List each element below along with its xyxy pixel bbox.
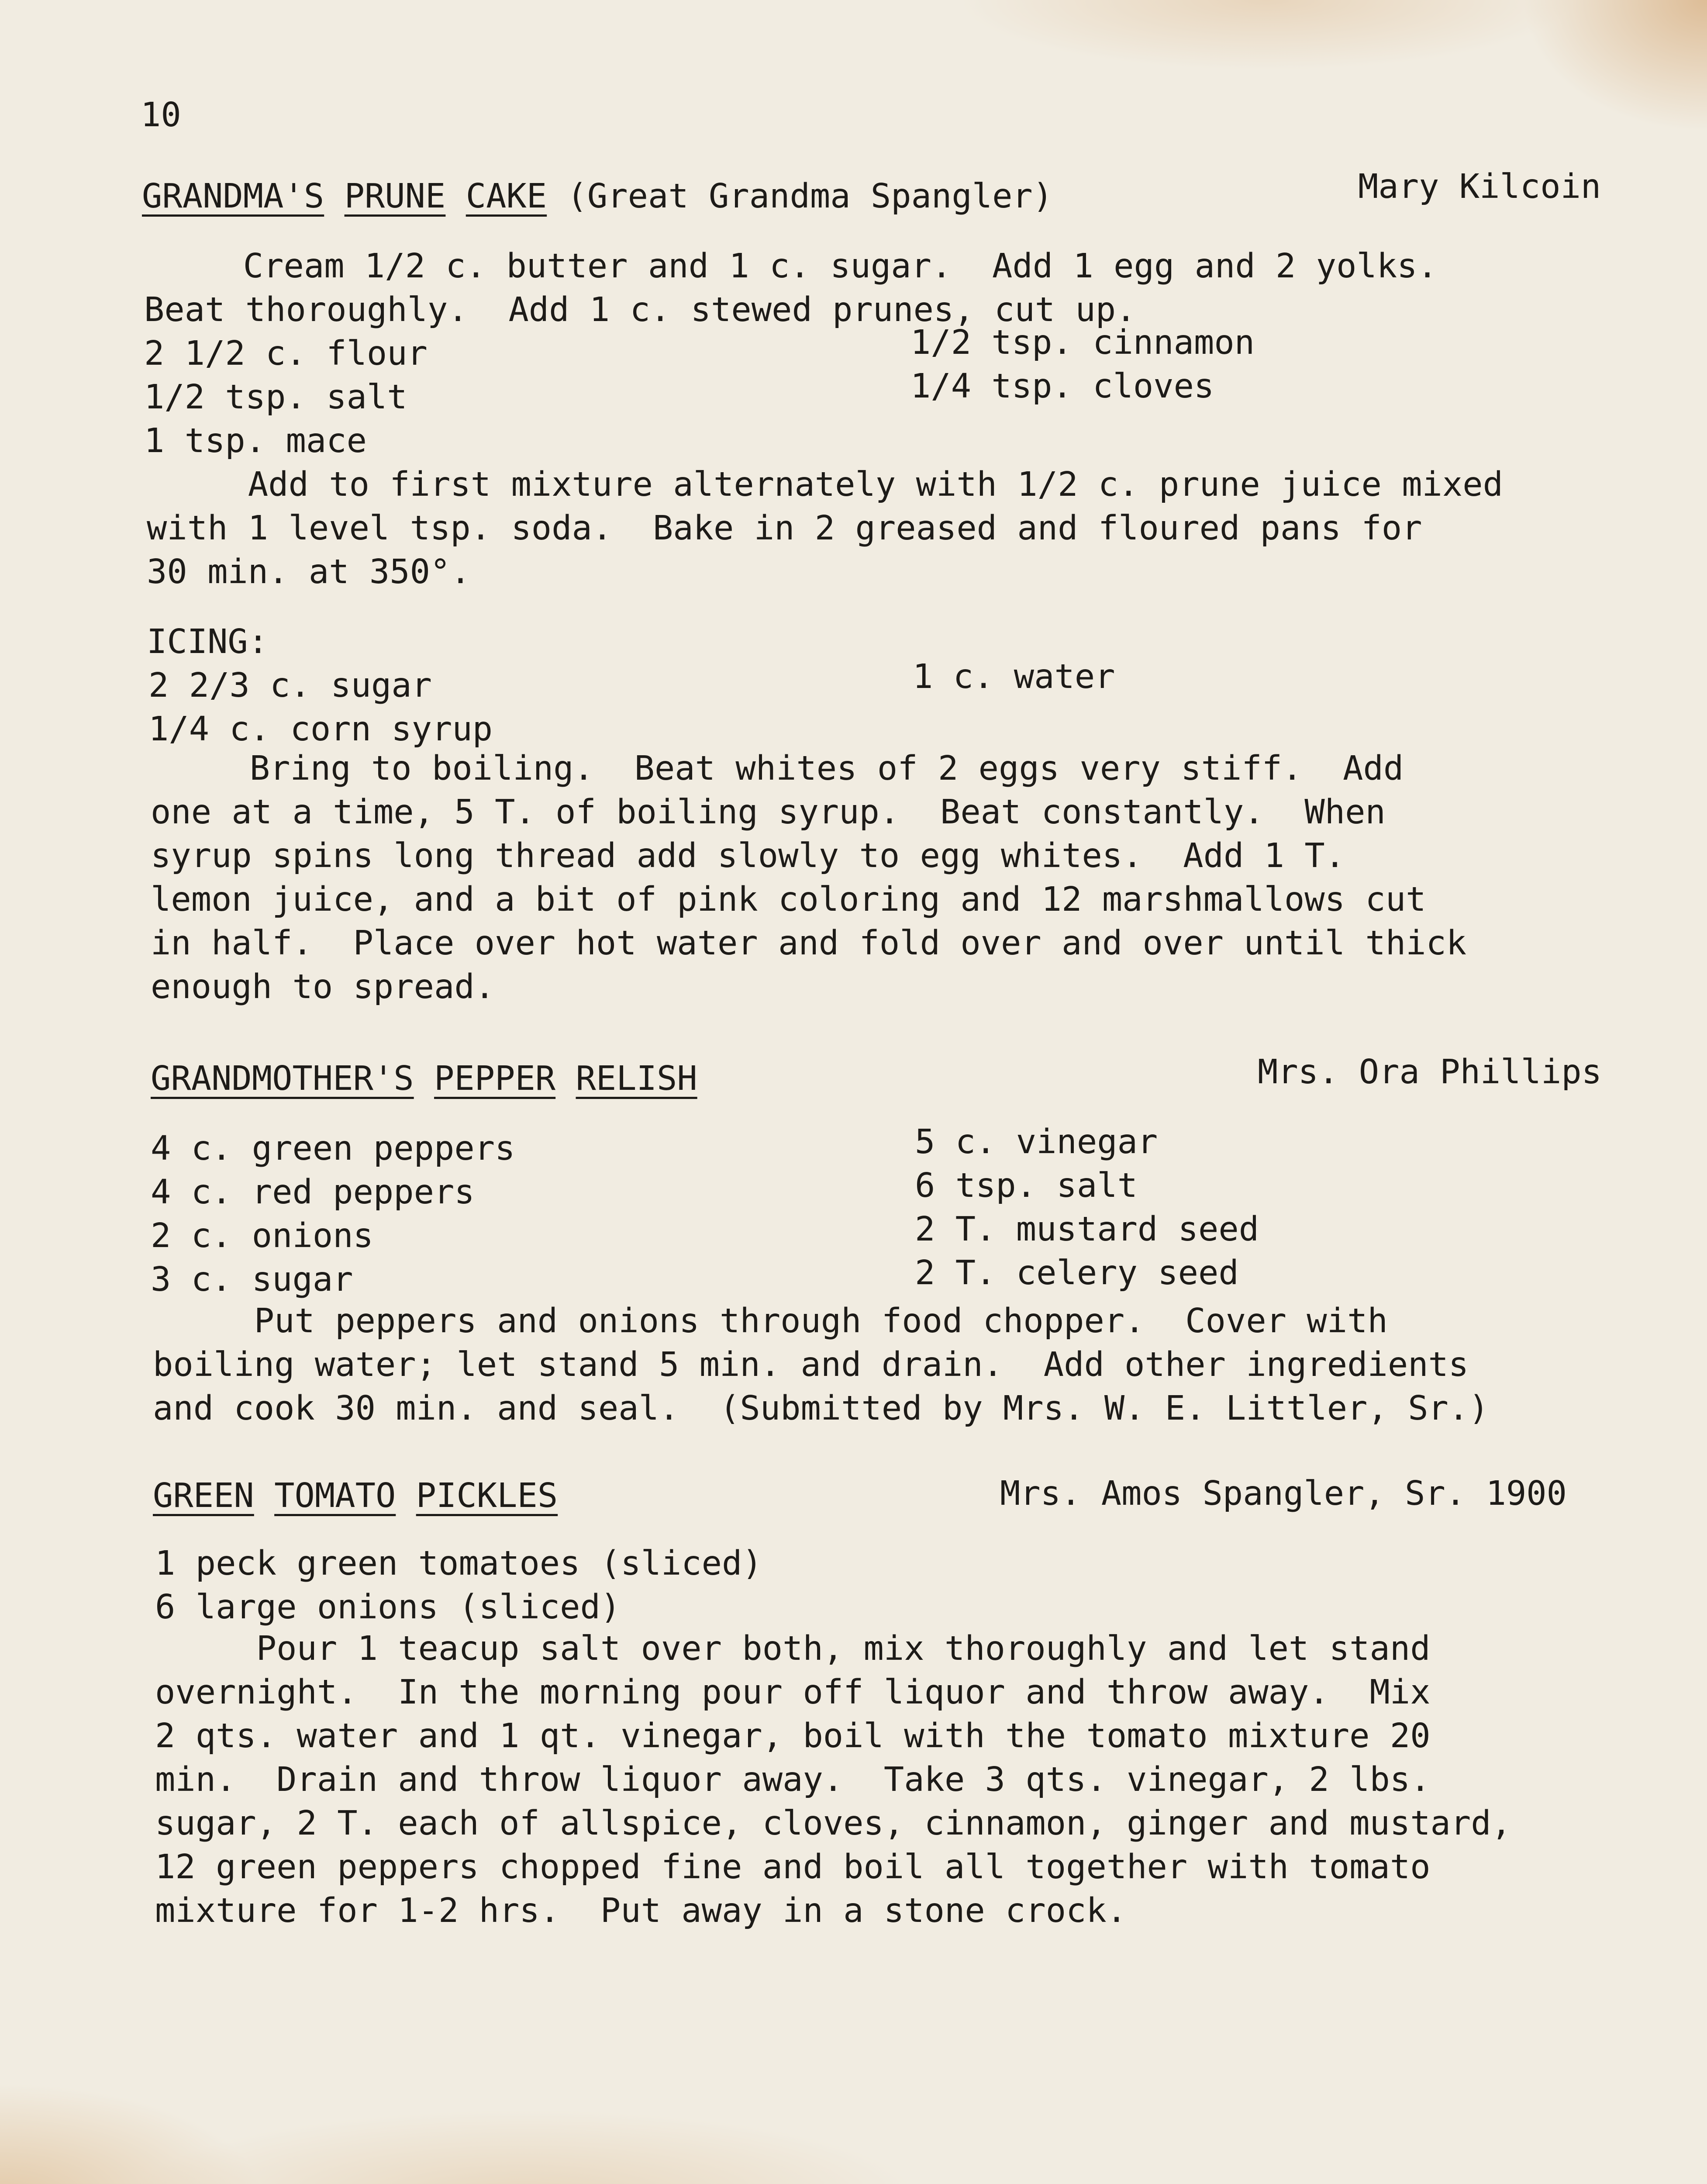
recipe-line: Pour 1 teacup salt over both, mix thoroughly and let stand [155, 1629, 1431, 1668]
ingredient-line: 1 tsp. mace [144, 422, 367, 460]
recipe-title: ICING: [147, 622, 269, 661]
ingredient-line: 1/4 c. corn syrup [148, 710, 493, 749]
title-word: RELISH [576, 1059, 697, 1098]
title-word: PICKLES [416, 1476, 558, 1515]
recipe-line: and cook 30 min. and seal. (Submitted by Mrs. W. E. Littler, Sr.) [153, 1389, 1489, 1428]
ingredient-line: 3 c. sugar [151, 1260, 353, 1299]
ingredient-line: 2 T. mustard seed [915, 1210, 1259, 1249]
recipe-subtitle: (Great Grandma Spangler) [567, 177, 1053, 216]
recipe-author: Mrs. Ora Phillips [1258, 1053, 1602, 1092]
recipe-title [153, 1474, 558, 1518]
ingredient-line: 1/4 tsp. cloves [910, 367, 1214, 406]
recipe-author: Mrs. Amos Spangler, Sr. 1900 [1000, 1474, 1567, 1513]
recipe-title [142, 175, 1053, 218]
title-word: TOMATO [274, 1476, 396, 1515]
recipe-line: Put peppers and onions through food chopper. Cover with [153, 1302, 1388, 1341]
ingredient-line: 4 c. green peppers [151, 1129, 515, 1168]
recipe-line: overnight. In the morning pour off liquor and throw away. Mix [155, 1673, 1431, 1712]
recipe-author: Mary Kilcoin [1358, 167, 1601, 206]
recipe-line: one at a time, 5 T. of boiling syrup. Beat constantly. When [151, 793, 1386, 832]
recipe-line: syrup spins long thread add slowly to egg whites. Add 1 T. [151, 836, 1345, 875]
page-number: 10 [141, 96, 181, 135]
title-word: GRANDMA'S [142, 177, 324, 216]
ingredient-line: 6 tsp. salt [915, 1166, 1138, 1205]
recipe-line: 12 green peppers chopped fine and boil all together with tomato [155, 1848, 1431, 1887]
recipe-line: mixture for 1-2 hrs. Put away in a stone crock. [155, 1891, 1127, 1930]
ingredient-line: 4 c. red peppers [151, 1173, 475, 1212]
ingredient-line: 6 large onions (sliced) [155, 1588, 621, 1627]
recipe-line: boiling water; let stand 5 min. and drain. Add other ingredients [153, 1345, 1469, 1384]
recipe-line: Beat thoroughly. Add 1 c. stewed prunes, cut up. [144, 290, 1136, 329]
title-word: GREEN [153, 1476, 254, 1515]
recipe-line: in half. Place over hot water and fold over and over until thick [151, 924, 1467, 963]
title-word: CAKE [466, 177, 547, 216]
title-word: PEPPER [434, 1059, 556, 1098]
ingredient-line: 2 1/2 c. flour [144, 334, 428, 373]
recipe-line: 30 min. at 350°. [147, 553, 471, 591]
recipe-line: with 1 level tsp. soda. Bake in 2 greased and floured pans for [147, 509, 1422, 548]
title-word: PRUNE [344, 177, 446, 216]
ingredient-line: 1 peck green tomatoes (sliced) [155, 1544, 762, 1583]
title-word: GRANDMOTHER'S [151, 1059, 414, 1098]
recipe-line: min. Drain and throw liquor away. Take 3 qts. vinegar, 2 lbs. [155, 1760, 1431, 1799]
recipe-line: Bring to boiling. Beat whites of 2 eggs very stiff. Add [148, 749, 1404, 788]
ingredient-line: 1/2 tsp. cinnamon [910, 323, 1255, 362]
ingredient-line: 1/2 tsp. salt [144, 378, 407, 417]
ingredient-line: 2 T. celery seed [915, 1254, 1239, 1292]
recipe-line: enough to spread. [151, 968, 495, 1006]
recipe-line: Cream 1/2 c. butter and 1 c. sugar. Add 1 egg and 2 yolks. [142, 247, 1438, 286]
recipe-line: sugar, 2 T. each of allspice, cloves, cinnamon, ginger and mustard, [155, 1804, 1511, 1843]
recipe-line: lemon juice, and a bit of pink coloring and 12 marshmallows cut [151, 880, 1426, 919]
recipe-line: Add to first mixture alternately with 1/2 c. prune juice mixed [147, 465, 1503, 504]
recipe-line: 2 qts. water and 1 qt. vinegar, boil with the tomato mixture 20 [155, 1717, 1431, 1755]
ingredient-line: 1 c. water [913, 657, 1115, 696]
ingredient-line: 2 2/3 c. sugar [148, 666, 432, 705]
recipe-title [151, 1057, 697, 1101]
ingredient-line: 2 c. onions [151, 1216, 373, 1255]
ingredient-line: 5 c. vinegar [915, 1123, 1158, 1161]
